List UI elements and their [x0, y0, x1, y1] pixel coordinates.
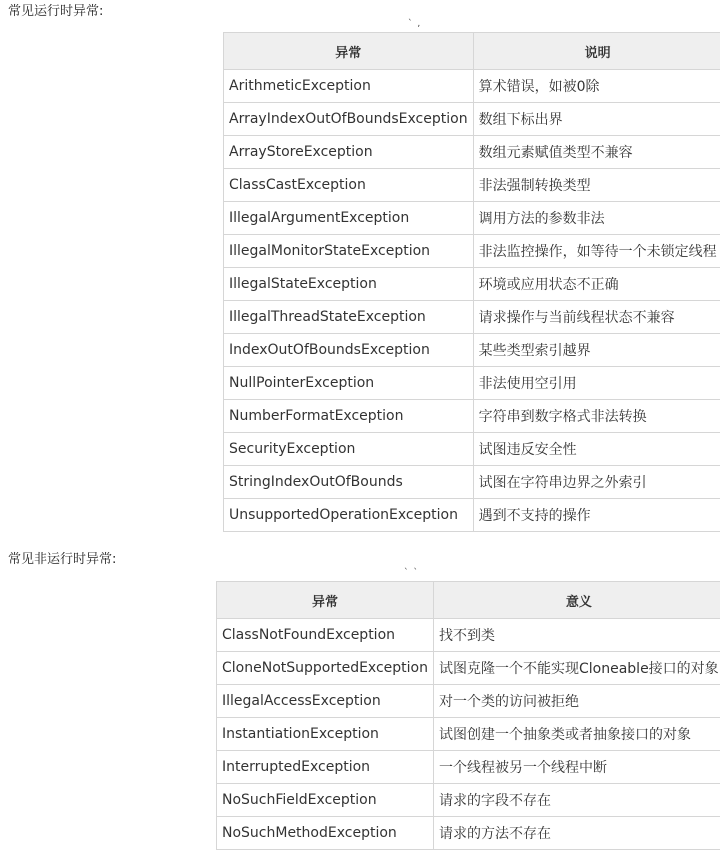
column-header-exception: 异常	[217, 582, 434, 619]
exception-description-cell: 字符串到数字格式非法转换	[473, 400, 720, 433]
runtime-exceptions-heading: 常见运行时异常:	[8, 4, 104, 19]
table-row	[224, 433, 720, 466]
table-header-row	[224, 33, 720, 70]
exception-description-cell: 试图在字符串边界之外索引	[473, 466, 720, 499]
exception-name-cell: IllegalThreadStateException	[224, 301, 474, 334]
exception-description-cell: 非法监控操作，如等待一个未锁定线程	[473, 235, 720, 268]
exception-name-cell: ArrayStoreException	[224, 136, 474, 169]
exception-name-cell: ArrayIndexOutOfBoundsException	[224, 103, 474, 136]
exception-name-cell: NoSuchFieldException	[217, 784, 434, 817]
table-row	[217, 718, 720, 751]
exception-description-cell: 请求的方法不存在	[434, 817, 720, 850]
table-row	[217, 784, 720, 817]
exception-name-cell: IllegalArgumentException	[224, 202, 474, 235]
table-row	[224, 136, 720, 169]
exception-description-cell: 请求的字段不存在	[434, 784, 720, 817]
table-row	[224, 367, 720, 400]
exception-description-cell: 找不到类	[434, 619, 720, 652]
exception-name-cell: IllegalAccessException	[217, 685, 434, 718]
exception-description-cell: 数组元素赋值类型不兼容	[473, 136, 720, 169]
exception-name-cell: ClassCastException	[224, 169, 474, 202]
table-row	[224, 235, 720, 268]
table-row	[224, 334, 720, 367]
exception-description-cell: 算术错误，如被0除	[473, 70, 720, 103]
table-row	[224, 466, 720, 499]
exception-description-cell: 请求操作与当前线程状态不兼容	[473, 301, 720, 334]
non-runtime-exceptions-heading: 常见非运行时异常:	[8, 552, 117, 567]
table-row	[217, 652, 720, 685]
column-header-exception: 异常	[224, 33, 474, 70]
exception-name-cell: ArithmeticException	[224, 70, 474, 103]
exception-description-cell: 环境或应用状态不正确	[473, 268, 720, 301]
exception-name-cell: IndexOutOfBoundsException	[224, 334, 474, 367]
exception-description-cell: 试图克隆一个不能实现Cloneable接口的对象	[434, 652, 720, 685]
exception-name-cell: UnsupportedOperationException	[224, 499, 474, 532]
table-row	[217, 685, 720, 718]
exception-description-cell: 试图创建一个抽象类或者抽象接口的对象	[434, 718, 720, 751]
exception-description-cell: 一个线程被另一个线程中断	[434, 751, 720, 784]
table-row	[224, 169, 720, 202]
exception-description-cell: 调用方法的参数非法	[473, 202, 720, 235]
table-row	[224, 499, 720, 532]
table-row	[224, 70, 720, 103]
table-header-row	[217, 582, 720, 619]
exception-description-cell: 非法强制转换类型	[473, 169, 720, 202]
exception-description-cell: 数组下标出界	[473, 103, 720, 136]
exception-name-cell: NumberFormatException	[224, 400, 474, 433]
table-row	[224, 268, 720, 301]
exception-name-cell: NullPointerException	[224, 367, 474, 400]
table-row	[224, 103, 720, 136]
table-row	[217, 619, 720, 652]
table-row	[224, 301, 720, 334]
table-row	[224, 202, 720, 235]
column-header-meaning: 意义	[434, 582, 720, 619]
runtime-exceptions-table	[223, 32, 720, 532]
table-row	[224, 400, 720, 433]
exception-name-cell: NoSuchMethodException	[217, 817, 434, 850]
exception-name-cell: InstantiationException	[217, 718, 434, 751]
table-row	[217, 751, 720, 784]
column-header-description: 说明	[473, 33, 720, 70]
cut-off-caption-fragment: ` ,	[408, 19, 422, 29]
exception-name-cell: CloneNotSupportedException	[217, 652, 434, 685]
exception-description-cell: 某些类型索引越界	[473, 334, 720, 367]
exception-description-cell: 试图违反安全性	[473, 433, 720, 466]
exception-description-cell: 非法使用空引用	[473, 367, 720, 400]
exception-name-cell: StringIndexOutOfBounds	[224, 466, 474, 499]
non-runtime-exceptions-table	[216, 581, 720, 850]
exception-description-cell: 对一个类的访问被拒绝	[434, 685, 720, 718]
exception-name-cell: SecurityException	[224, 433, 474, 466]
exception-name-cell: IllegalStateException	[224, 268, 474, 301]
exception-name-cell: ClassNotFoundException	[217, 619, 434, 652]
cut-off-caption-fragment: ` `	[404, 568, 419, 578]
exception-name-cell: IllegalMonitorStateException	[224, 235, 474, 268]
exception-description-cell: 遇到不支持的操作	[473, 499, 720, 532]
table-row	[217, 817, 720, 850]
exception-name-cell: InterruptedException	[217, 751, 434, 784]
